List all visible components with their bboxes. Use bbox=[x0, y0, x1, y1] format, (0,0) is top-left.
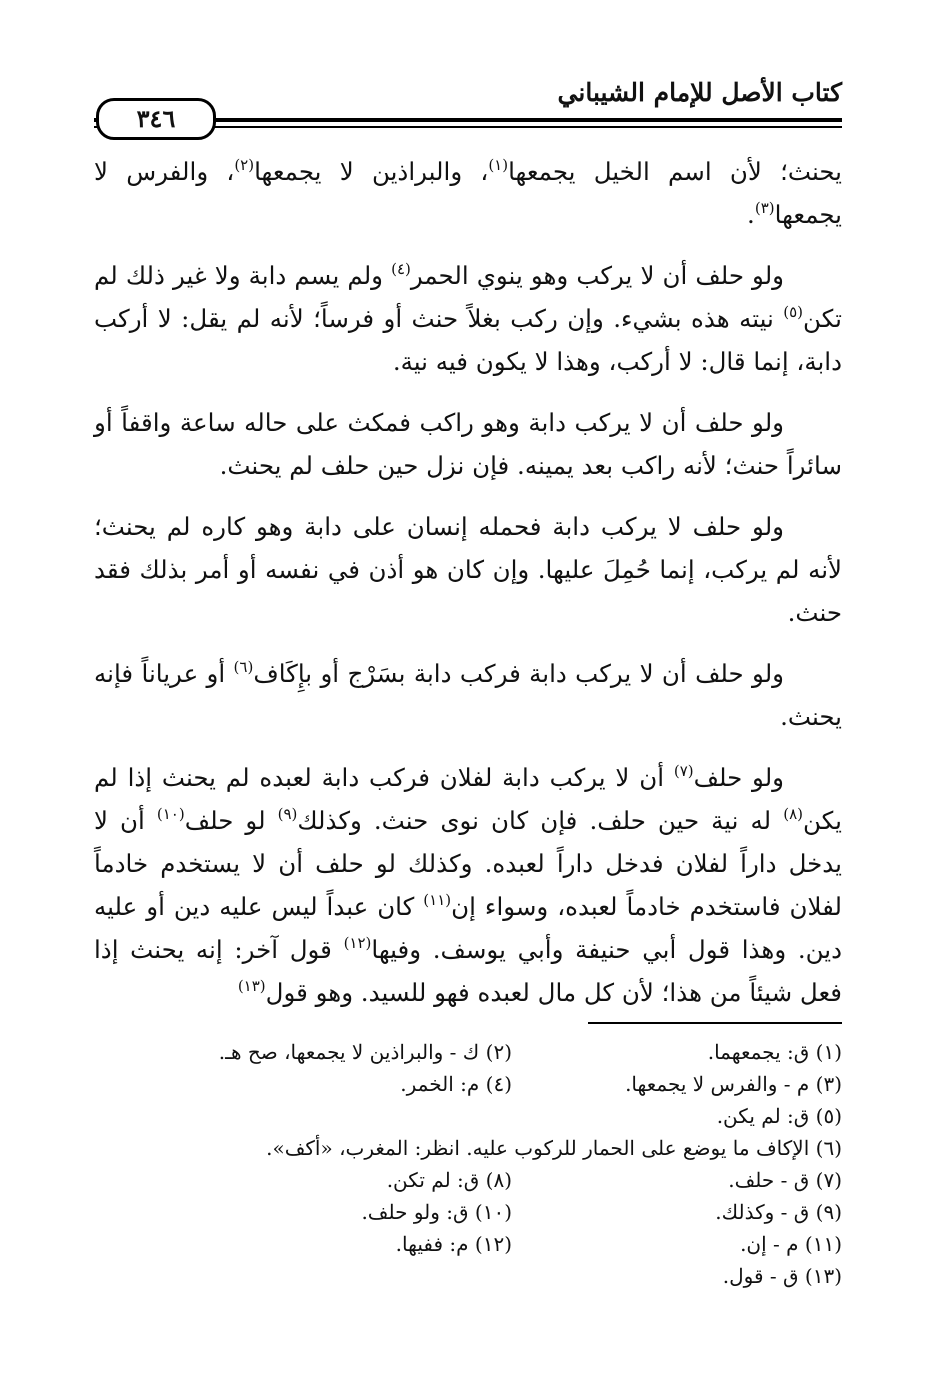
footnote-row bbox=[94, 1164, 842, 1196]
footnote-13: (١٣) ق - قول. bbox=[722, 1264, 842, 1288]
footnote-ref-2[interactable]: (٢) bbox=[234, 156, 255, 174]
footnote-ref-4[interactable]: (٤) bbox=[391, 260, 411, 278]
footnote-2: (٢) ك - والبراذين لا يجمعها، صح هـ. bbox=[218, 1040, 512, 1064]
footnote-row bbox=[94, 1196, 842, 1228]
footnote-7: (٧) ق - حلف. bbox=[728, 1168, 842, 1192]
footnote-ref-9[interactable]: (٩) bbox=[277, 805, 298, 823]
page-number: ٣٤٦ bbox=[96, 98, 216, 140]
footnote-6: (٦) الإكاف ما يوضع على الحمار للركوب عليه. انظر: المغرب، «أكف». bbox=[266, 1136, 842, 1160]
footnote-row bbox=[94, 1228, 842, 1260]
footnote-10: (١٠) ق: ولو حلف. bbox=[361, 1200, 512, 1224]
paragraph-1: يحنث؛ لأن اسم الخيل يجمعها$^{(١)}$، والبراذين لا يجمعها$^{(٢)}$، والفرس لا يجمعها$^{(٣)}$. bbox=[94, 156, 842, 229]
running-head-title: كتاب الأصل للإمام الشيباني bbox=[557, 78, 842, 107]
paragraph-5: ولو حلف أن لا يركب دابة فركب دابة بسَرْج أو بإِكَاف$^{(٦)}$ أو عرياناً فإنه يحنث. bbox=[94, 658, 842, 731]
footnote-ref-1[interactable]: (١) bbox=[488, 156, 509, 174]
footnote-row bbox=[94, 1260, 842, 1292]
footnote-8: (٨) ق: لم تكن. bbox=[386, 1168, 512, 1192]
footnote-row bbox=[94, 1036, 842, 1068]
footnote-separator bbox=[588, 1022, 842, 1024]
paragraph-4: ولو حلف لا يركب دابة فحمله إنسان على دابة وهو كاره لم يحنث؛ لأنه لم يركب، إنما حُمِلَ عليها. وإن كان هو أذن في نفسه أو أمر بذلك فقد حنث. bbox=[94, 512, 842, 627]
main-text bbox=[94, 150, 842, 1032]
footnote-12: (١٢) م: ففيها. bbox=[395, 1232, 512, 1256]
footnote-ref-5[interactable]: (٥) bbox=[783, 303, 803, 321]
footnote-5: (٥) ق: لم يكن. bbox=[716, 1104, 842, 1128]
footnote-4: (٤) م: الخمر. bbox=[400, 1072, 512, 1096]
footnote-ref-7[interactable]: (٧) bbox=[673, 762, 694, 780]
footnote-row bbox=[94, 1068, 842, 1100]
footnote-ref-10[interactable]: (١٠) bbox=[156, 805, 185, 823]
footnote-3: (٣) م - والفرس لا يجمعها. bbox=[625, 1072, 842, 1096]
footnote-9: (٩) ق - وكذلك. bbox=[715, 1200, 842, 1224]
footnote-ref-6[interactable]: (٦) bbox=[233, 658, 254, 676]
footnote-ref-11[interactable]: (١١) bbox=[423, 891, 452, 909]
footnote-ref-8[interactable]: (٨) bbox=[783, 805, 803, 823]
paragraph-2: ولو حلف أن لا يركب وهو ينوي الحمر$^{(٤)}$ ولم يسم دابة ولا غير ذلك لم تكن$^{(٥)}$ نيته هذه بشيء. وإن ركب بغلاً حنث أو فرساً؛ لأنه لم يقل: لا أركب دابة، إنما قال: لا أركب، وهذا لا يكون فيه نية. bbox=[94, 260, 842, 376]
footnote-ref-3[interactable]: (٣) bbox=[754, 199, 775, 217]
footnote-row bbox=[94, 1100, 842, 1132]
footnote-1: (١) ق: يجمعهما. bbox=[707, 1040, 842, 1064]
paragraph-3: ولو حلف أن لا يركب دابة وهو راكب فمكث على حاله ساعة واقفاً أو سائراً حنث؛ لأنه راكب بعد يمينه. فإن نزل حين حلف لم يحنث. bbox=[94, 408, 842, 480]
footnotes bbox=[94, 1036, 842, 1292]
footnote-ref-12[interactable]: (١٢) bbox=[343, 934, 372, 952]
footnote-11: (١١) م - إن. bbox=[740, 1232, 842, 1256]
footnote-row bbox=[94, 1132, 842, 1164]
footnote-ref-13[interactable]: (١٣) bbox=[237, 977, 266, 995]
paragraph-6: ولو حلف$^{(٧)}$ أن لا يركب دابة لفلان فركب دابة لعبده لم يحنث إذا لم يكن$^{(٨)}$ له نية حين حلف. فإن كان نوى حنث. وكذلك$^{(٩)}$ لو حلف$^{(١٠)}$ أن لا يدخل داراً لفلان فدخل داراً لعبده. وكذلك لو حلف أن لا يستخدم خادماً لفلان فاستخدم خادماً لعبده، وسواء إن$^{(١١)}$ كان عبداً ليس عليه دين أو عليه دين. وهذا قول أبي حنيفة وأبي يوسف. وفيها$^{(١٢)}$ قول آخر: إنه يحنث إذا فعل شيئاً من هذا؛ لأن كل مال لعبده فهو للسيد. وهو قول$^{(١٣)}$ bbox=[94, 762, 842, 1007]
